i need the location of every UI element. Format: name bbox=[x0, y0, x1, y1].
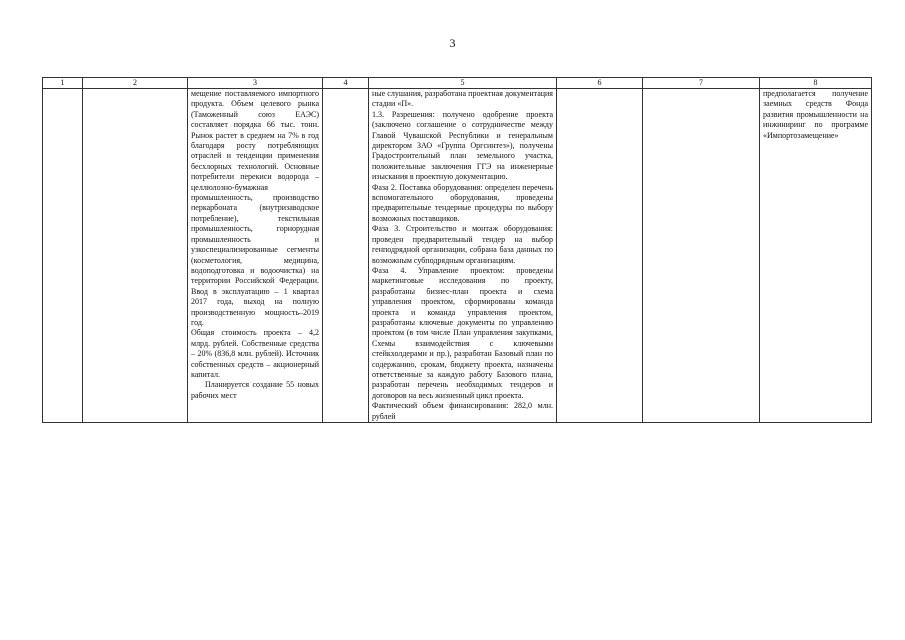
cell-col-1 bbox=[43, 89, 83, 423]
column-header: 1 bbox=[43, 78, 83, 89]
column-header: 8 bbox=[760, 78, 872, 89]
description-paragraph: мещение поставляемого импортного продукта. Объем целевого рынка (Таможенный союз ЕАЭС) составляет порядка 66 тыс. тонн. Рынок растет в среднем на 7% в год благодаря росту потребляющих отраслей и тенденции применения бесхлорных технологий. Основные потребители перекиси водорода – целлюлозно-бумажная промышленность, производство перкарбоната (внутризаводское потребление), текстильная промышленность, горнорудная промышленность и узкоспециализированные сегменты (косметология, медицина, водоподготовка и водоочистка) на территории Российской Федерации. Ввод в эксплуатацию – 1 квартал 2017 года, выход на полную производственную мощность–2019 год. bbox=[191, 89, 319, 327]
status-paragraph: ные слушания, разработана проектная документация стадии «П». bbox=[372, 89, 553, 109]
cell-project-description bbox=[188, 89, 323, 423]
status-paragraph: 1.3. Разрешения: получено одобрение проекта (заключено соглашение о сотрудничестве между Главой Чувашской Республики и генеральным директором ЗАО «Группа Оргсинтез»), получены Градостроительный план земельного участка, положительные заключения ГГЭ на инженерные изыскания в проектную документацию. bbox=[372, 109, 553, 182]
support-paragraph: предполагается получение заемных средств Фонда развития промышленности на инжиниринг по программе «Импортозамещение» bbox=[763, 89, 868, 140]
status-paragraph: Фаза 3. Строительство и монтаж оборудования: проведен предварительный тендер на выбор генподрядной организации, собрана база данных по возможным субподрядным организациям. bbox=[372, 224, 553, 265]
jobs-paragraph: Планируется создание 55 новых рабочих мест bbox=[191, 380, 319, 400]
cell-project-status bbox=[369, 89, 557, 423]
column-header: 4 bbox=[323, 78, 369, 89]
column-header: 6 bbox=[557, 78, 643, 89]
table-header-row bbox=[43, 78, 872, 89]
page-number: 3 bbox=[449, 36, 456, 50]
cell-col-6 bbox=[557, 89, 643, 423]
financing-paragraph: Фактический объем финансирования: 282,0 млн. рублей bbox=[372, 401, 553, 421]
cell-col-7 bbox=[643, 89, 760, 423]
table-row bbox=[43, 89, 872, 423]
cell-support-measures bbox=[760, 89, 872, 423]
status-paragraph: Фаза 2. Поставка оборудования: определен перечень вспомогательного оборудования, проведены предварительные тендерные процедуры по выбору возможных поставщиков. bbox=[372, 182, 553, 223]
column-header: 7 bbox=[643, 78, 760, 89]
cell-col-4 bbox=[323, 89, 369, 423]
column-header: 3 bbox=[188, 78, 323, 89]
status-paragraph: Фаза 4. Управление проектом: проведены маркетинговые исследования по проекту, разработаны бизнес-план проекта и схема управления проектом, сформированы команда проекта и команда управления проектом, разработаны ключевые документы по управлению проектом (в том числе План управления закупками, Схемы взаимодействия с ключевыми стейкхолдерами и пр.), разработан Базовый план по содержанию, срокам, бюджету проекта, назначены ответственные за каждую работу Базового плана, разработан перечень необходимых тендеров и договоров на весь жизненный цикл проекта. bbox=[372, 265, 553, 400]
column-header: 2 bbox=[83, 78, 188, 89]
cell-col-2 bbox=[83, 89, 188, 423]
project-table bbox=[42, 77, 872, 423]
cost-paragraph: Общая стоимость проекта – 4,2 млрд. рублей. Собственные средства – 20% (836,8 млн. рублей). Источник собственных средств – акционерный капитал. bbox=[191, 328, 319, 379]
column-header: 5 bbox=[369, 78, 557, 89]
